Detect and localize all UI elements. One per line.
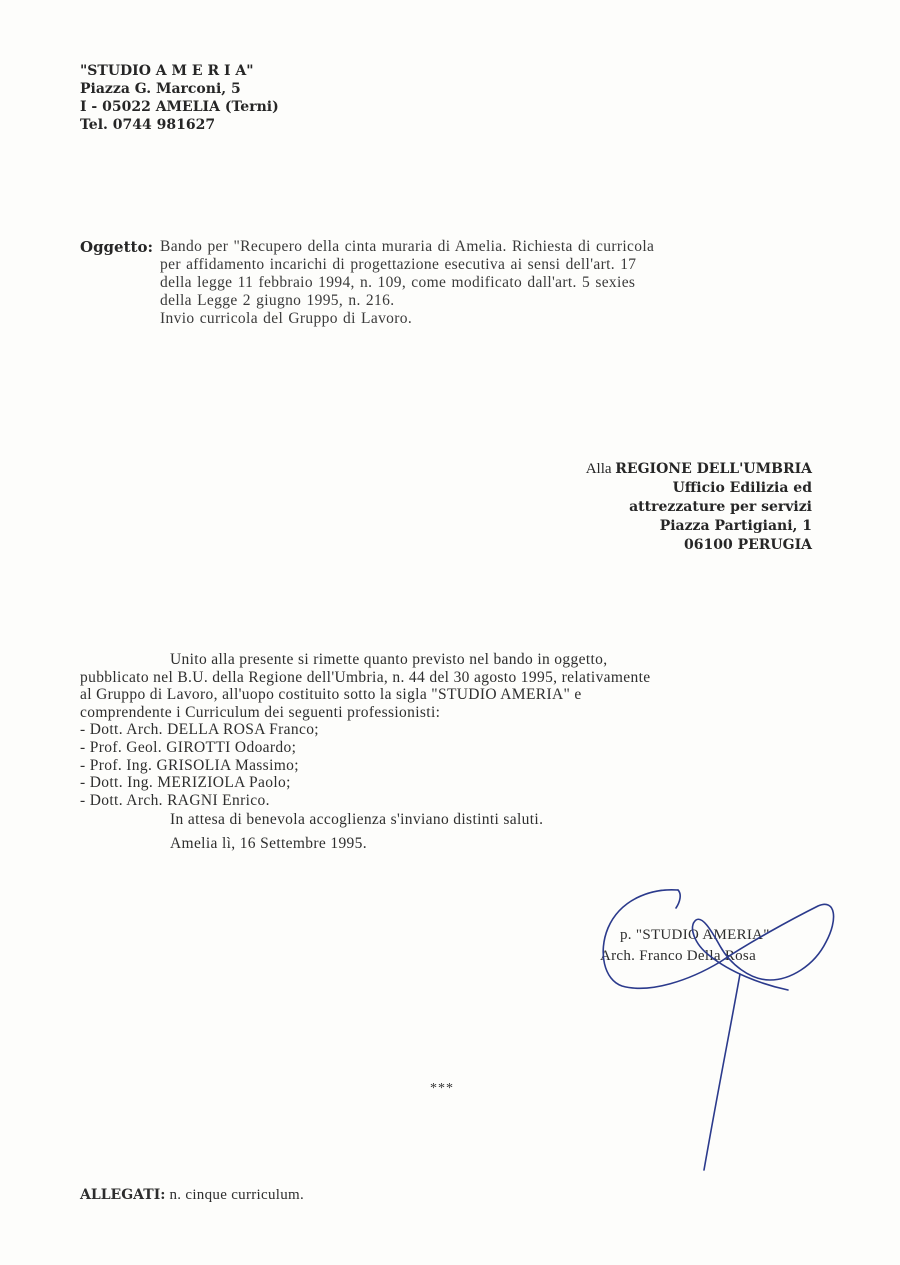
signature-name: Arch. Franco Della Rosa bbox=[600, 948, 757, 964]
subject-line: della Legge 2 giugno 1995, n. 216. bbox=[160, 292, 395, 309]
attachments-label: ALLEGATI: bbox=[80, 1187, 166, 1203]
sender-street: Piazza G. Marconi, 5 bbox=[80, 81, 241, 97]
professional-item: - Dott. Arch. RAGNI Enrico. bbox=[80, 791, 270, 809]
body-line: pubblicato nel B.U. della Regione dell'Umbria, n. 44 del 30 agosto 1995, relativamente bbox=[80, 668, 651, 686]
subject-line: della legge 11 febbraio 1994, n. 109, come modificato dall'art. 5 sexies bbox=[160, 274, 636, 291]
professional-item: - Prof. Ing. GRISOLIA Massimo; bbox=[80, 756, 299, 774]
sender-phone: Tel. 0744 981627 bbox=[80, 117, 216, 133]
sender-letterhead bbox=[80, 62, 279, 134]
body-line: comprendente i Curriculum dei seguenti professionisti: bbox=[80, 703, 441, 721]
professional-item: - Dott. Ing. MERIZIOLA Paolo; bbox=[80, 774, 291, 792]
professional-item: - Dott. Arch. DELLA ROSA Franco; bbox=[80, 721, 319, 739]
place-date: Amelia lì, 16 Settembre 1995. bbox=[170, 834, 367, 852]
body-line: Unito alla presente si rimette quanto previsto nel bando in oggetto, bbox=[170, 651, 608, 668]
subject-line: per affidamento incarichi di progettazione esecutiva ai sensi dell'art. 17 bbox=[160, 256, 637, 273]
body-line: al Gruppo di Lavoro, all'uopo costituito sotto la sigla "STUDIO AMERIA" e bbox=[80, 686, 582, 704]
subject-line: Bando per "Recupero della cinta muraria di Amelia. Richiesta di curricola bbox=[160, 238, 655, 255]
recipient-office: Ufficio Edilizia ed bbox=[672, 480, 812, 496]
sender-city: I - 05022 AMELIA (Terni) bbox=[80, 99, 279, 115]
subject-text bbox=[160, 238, 820, 328]
handwritten-signature-icon bbox=[590, 880, 850, 1180]
subject-line: Invio curricola del Gruppo di Lavoro. bbox=[160, 310, 413, 327]
recipient-name: REGIONE DELL'UMBRIA bbox=[615, 461, 812, 477]
separator: *** bbox=[430, 1081, 454, 1096]
recipient-prefix: Alla bbox=[585, 461, 616, 477]
letter-body bbox=[80, 651, 820, 853]
subject-label: Oggetto: bbox=[80, 238, 153, 256]
recipient-city: 06100 PERUGIA bbox=[684, 537, 812, 553]
recipient-office-2: attrezzature per servizi bbox=[629, 499, 812, 515]
recipient-address bbox=[480, 460, 812, 555]
signature-studio: p. "STUDIO AMERIA" bbox=[620, 927, 770, 943]
recipient-street: Piazza Partigiani, 1 bbox=[659, 518, 812, 534]
attachments-text: n. cinque curriculum. bbox=[165, 1187, 305, 1203]
sender-name: "STUDIO A M E R I A" bbox=[80, 63, 254, 79]
attachments-line bbox=[80, 1185, 304, 1204]
professional-item: - Prof. Geol. GIROTTI Odoardo; bbox=[80, 738, 297, 756]
closing-line: In attesa di benevola accoglienza s'inviano distinti saluti. bbox=[170, 811, 544, 829]
recipient-name-line bbox=[480, 460, 812, 479]
